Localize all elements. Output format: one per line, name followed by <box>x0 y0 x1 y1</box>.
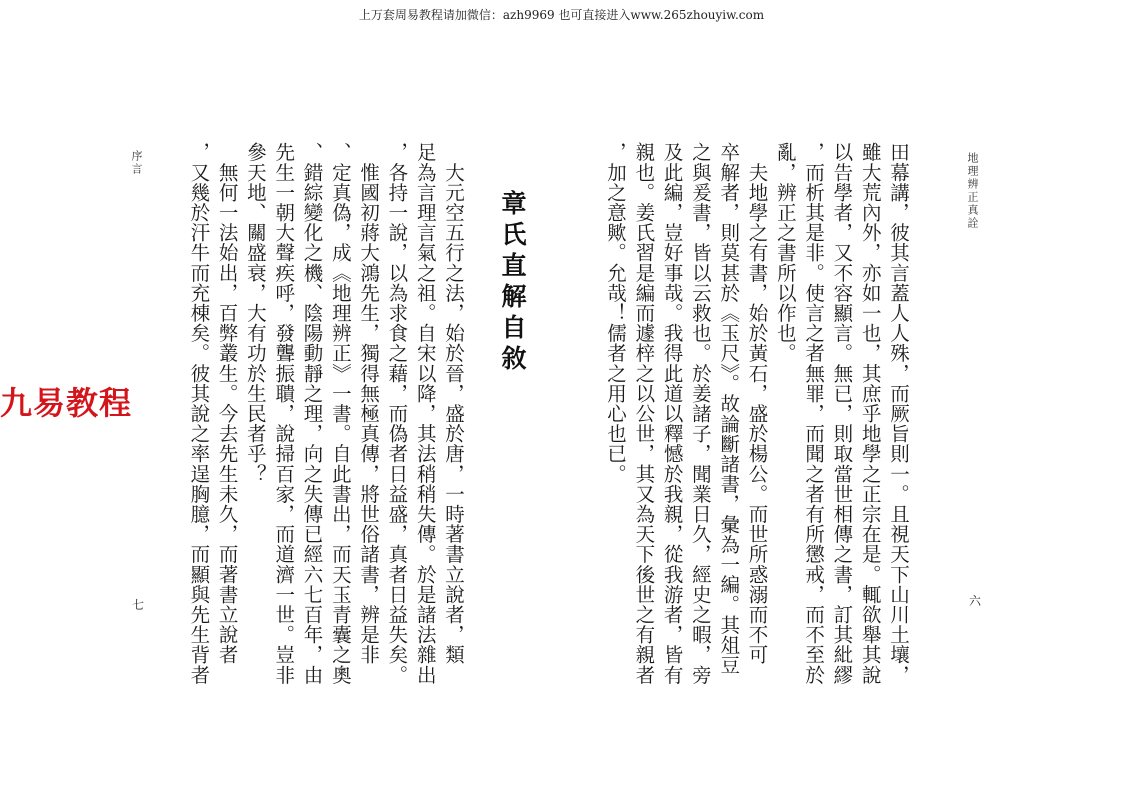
text-column: 田幕講，彼其言蓋人人殊，而厥旨則一。且視天下山川土壤， <box>887 142 910 685</box>
text-column: ，又幾於汗牛而充棟矣。彼其說之率逞胸臆，而顯與先生背者 <box>187 142 211 685</box>
text-column: 惟國初蔣大鴻先生，獨得無極真傳，將世俗諸書，辨是非 <box>357 142 381 665</box>
right-page-number: 六 <box>969 594 982 608</box>
text-column: ，各持一說，以為求食之藉，而偽者日益盛，真者日益失矣。 <box>385 142 409 685</box>
left-page-body <box>175 142 467 702</box>
text-column: 、定真偽，成《地理辨正》一書。自此書出，而天玉青囊之奧 <box>328 142 352 685</box>
text-column: 足為言理言氣之祖。自宋以降，其法稍稍失傳。於是諸法雜出 <box>413 142 437 685</box>
right-page-body <box>594 142 912 702</box>
chapter-title: 章氏直解自敘 <box>498 190 527 376</box>
text-column: 之與爰書，皆以云救也。於姜諸子，聞業日久，經史之暇，旁 <box>688 142 712 685</box>
text-column: 參天地、關盛衰，大有功於生民者乎？ <box>243 142 267 484</box>
text-column: 雖大荒內外，亦如一也，其庶乎地學之正宗在是。輒欲舉其說 <box>858 142 882 685</box>
text-column: 及此編，豈好事哉。我得此道以釋憾於我親，從我游者，皆有 <box>660 142 684 685</box>
text-column: 亂，辨正之書所以作也。 <box>773 142 797 364</box>
top-banner-text: 上万套周易教程请加微信：azh9969 也可直接进入www.265zhouyiw.com <box>358 8 765 22</box>
text-column: 夫地學之有書，始於黃石，盛於楊公。而世所惑溺而不可 <box>745 142 769 665</box>
text-column: 無何一法始出，百弊叢生。今去先生未久，而著書立說者 <box>215 142 239 665</box>
text-column: 、錯綜變化之機、陰陽動靜之理，向之失傳已經六七百年，由 <box>300 142 324 685</box>
text-column: 以告學者，又不容顯言。無已，則取當世相傳之書，訂其紕繆 <box>830 142 854 685</box>
left-page-header: 序言 <box>130 150 143 176</box>
right-page-header: 地理辨正真詮 <box>966 152 979 230</box>
text-column: 卒解者，則莫甚於《玉尺》。故論斷諸書，彙為一編。其俎豆 <box>717 142 741 675</box>
left-page-number: 七 <box>132 598 145 612</box>
text-column: 親也。姜氏習是編而遽梓之以公世，其又為天下後世之有親者 <box>632 142 656 685</box>
text-column: 大元空五行之法，始於晉，盛於唐，一時著書立說者，類 <box>442 142 465 665</box>
text-column: 先生一朝大聲疾呼，發聾振聵，說掃百家，而道濟一世。豈非 <box>272 142 296 685</box>
watermark-logo-text: 九易教程 <box>0 384 133 422</box>
text-column: ，而析其是非。使言之者無罪，而聞之者有所懲戒，而不至於 <box>802 142 826 685</box>
text-column: ，加之意歟。允哉！儒者之用心也已。 <box>604 142 628 484</box>
